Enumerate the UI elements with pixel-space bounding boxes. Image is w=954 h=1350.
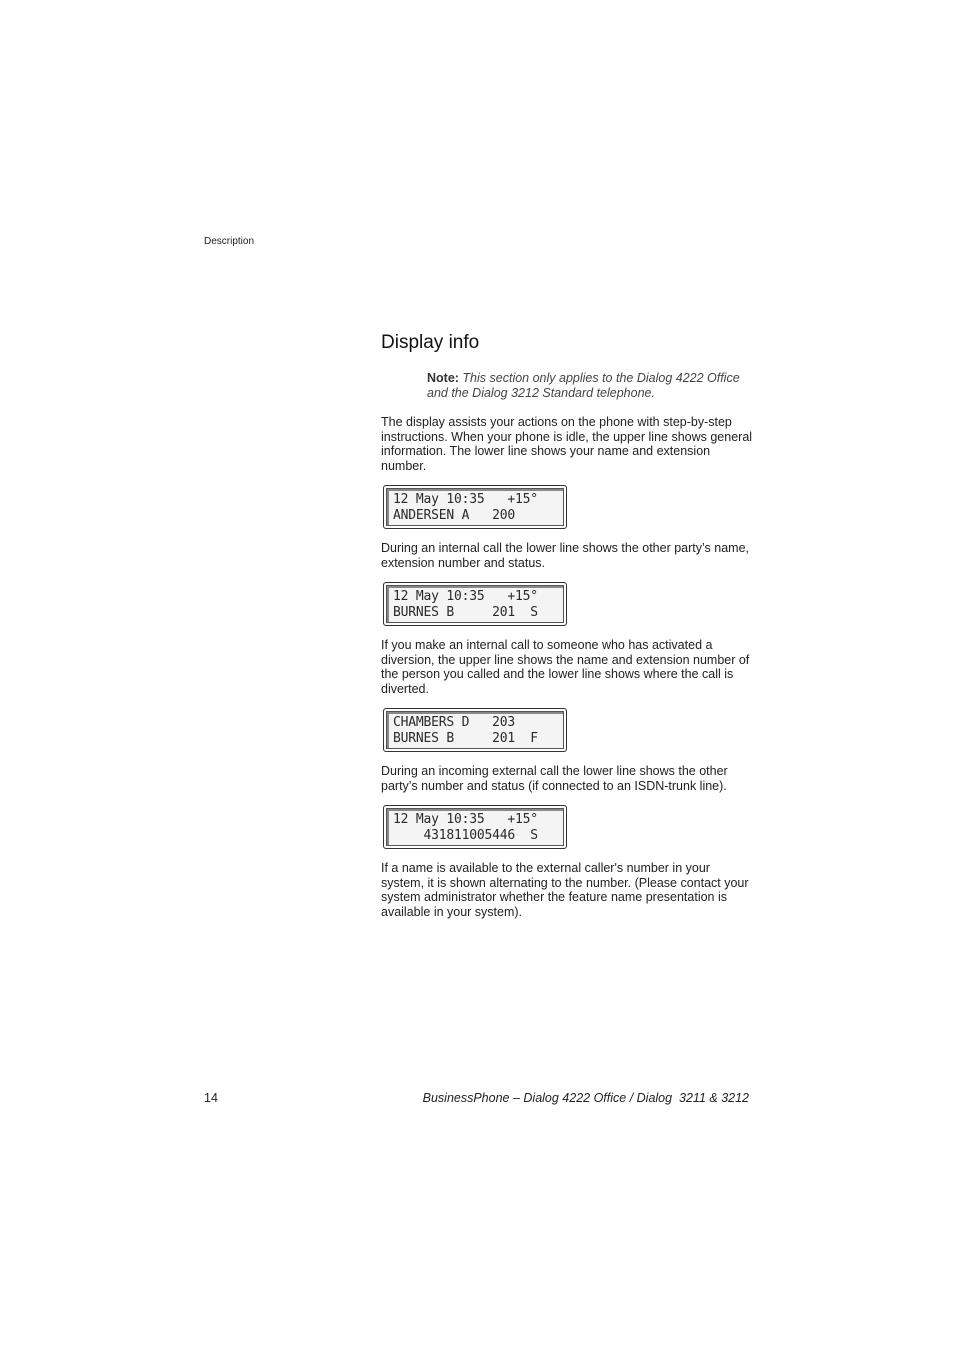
paragraph-name-presentation: If a name is available to the external caller's number in your system, it is shown alternating to the number. (Please contact your system administrator whether the feature name presentation is available in your system). — [381, 861, 749, 919]
lcd-lower-line: ANDERSEN A 200 — [393, 508, 516, 523]
lcd-upper-line: 12 May 10:35 +15° — [393, 812, 538, 827]
paragraph-display-intro: The display assists your actions on the phone with step-by-step instructions. When your phone is idle, the upper line shows general information. The lower line shows your name and extension number. — [381, 415, 753, 473]
page-title: Display info — [381, 332, 480, 353]
section-label: Description — [204, 236, 255, 247]
paragraph-diversion: If you make an internal call to someone who has activated a diversion, the upper line shows the name and extension number of the person you called and the lower line shows where the call is diverted. — [381, 638, 750, 696]
page-number: 14 — [204, 1091, 218, 1105]
note-text: This section only applies to the Dialog 4222 Office and the Dialog 3212 Standard telephone. — [427, 371, 740, 400]
lcd-display-idle — [383, 485, 567, 529]
lcd-upper-line: 12 May 10:35 +15° — [393, 589, 538, 604]
note-block — [427, 371, 757, 401]
document-title: BusinessPhone – Dialog 4222 Office / Dialog 3211 & 3212 — [422, 1091, 749, 1105]
lcd-upper-line: CHAMBERS D 203 — [393, 715, 516, 730]
lcd-lower-line: 431811005446 S — [393, 828, 538, 843]
lcd-upper-line: 12 May 10:35 +15° — [393, 492, 538, 507]
lcd-lower-line: BURNES B 201 S — [393, 605, 538, 620]
note-label: Note: — [427, 371, 459, 385]
lcd-display-internal-call — [383, 582, 567, 626]
paragraph-internal-call: During an internal call the lower line shows the other party’s name, extension number and status. — [381, 541, 750, 570]
lcd-display-external-call — [383, 805, 567, 849]
lcd-lower-line: BURNES B 201 F — [393, 731, 538, 746]
paragraph-external-call: During an incoming external call the lower line shows the other party’s number and status (if connected to an ISDN-trunk line). — [381, 764, 728, 793]
lcd-display-diversion — [383, 708, 567, 752]
